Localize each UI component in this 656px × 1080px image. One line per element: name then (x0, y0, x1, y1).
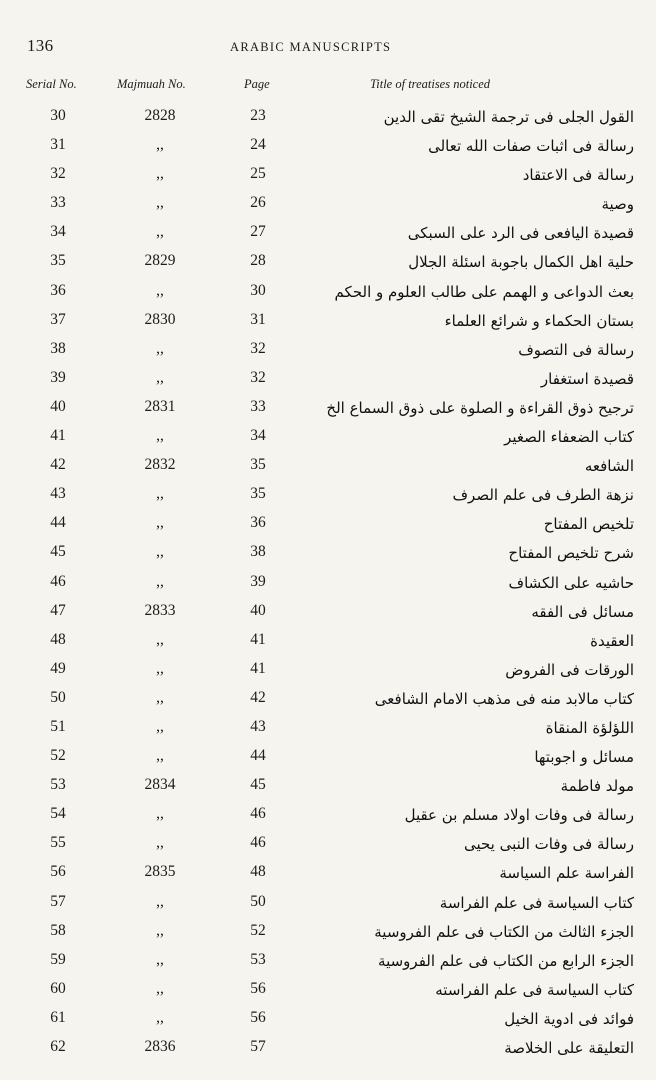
cell-majmuah: 2829 (144, 252, 176, 270)
table-row (0, 540, 656, 569)
cell-majmuah: ,, (156, 659, 164, 677)
cell-page: 35 (250, 485, 266, 503)
cell-title: رسالة فی اثبات صفات الله تعالی (428, 137, 634, 156)
cell-serial: 43 (50, 485, 66, 503)
table-row (0, 308, 656, 337)
cell-title: حاشیه علی الکشاف (508, 573, 634, 592)
cell-title: فوائد فی ادویة الخیل (504, 1009, 634, 1028)
cell-title: رسالة فی وفات النبی یحیی (463, 835, 634, 854)
cell-page: 32 (250, 339, 266, 357)
table-row (0, 715, 656, 744)
table-row (0, 191, 656, 220)
cell-title: بعث الدواعی و الهمم علی طالب العلوم و الحکم (334, 282, 634, 301)
cell-majmuah: ,, (156, 136, 164, 154)
cell-serial: 42 (50, 456, 66, 474)
cell-serial: 33 (50, 194, 66, 212)
cell-majmuah: 2833 (144, 601, 176, 619)
cell-title: مسائل و اجوبتها (534, 748, 634, 767)
cell-majmuah: ,, (156, 281, 164, 299)
cell-majmuah: ,, (156, 165, 164, 183)
cell-majmuah: 2834 (144, 776, 176, 794)
cell-page: 52 (250, 921, 266, 939)
cell-serial: 50 (50, 688, 66, 706)
cell-title: رسالة فی وفات اولاد مسلم بن عقیل (404, 806, 634, 825)
table-row (0, 279, 656, 308)
table-row (0, 1006, 656, 1035)
cell-title: اللؤلؤة المنقاة (545, 718, 634, 737)
column-headers (0, 77, 656, 97)
cell-majmuah: ,, (156, 979, 164, 997)
cell-serial: 58 (50, 921, 66, 939)
table-row (0, 570, 656, 599)
cell-serial: 48 (50, 630, 66, 648)
table-row (0, 686, 656, 715)
cell-page: 24 (250, 136, 266, 154)
cell-majmuah: ,, (156, 427, 164, 445)
cell-serial: 55 (50, 834, 66, 852)
cell-page: 44 (250, 747, 266, 765)
table-row (0, 1035, 656, 1064)
cell-serial: 41 (50, 427, 66, 445)
cell-title: شرح تلخیص المفتاح (508, 544, 634, 563)
cell-serial: 30 (50, 107, 66, 124)
table-row (0, 511, 656, 540)
cell-title: بستان الحکماء و شرائع العلماء (444, 311, 634, 330)
cell-page: 53 (250, 950, 266, 968)
table-row (0, 977, 656, 1006)
cell-serial: 61 (50, 1008, 66, 1026)
cell-page: 32 (250, 368, 266, 386)
cell-page: 45 (250, 776, 266, 794)
cell-title: تلخیص المفتاح (543, 515, 634, 534)
cell-page: 56 (250, 1008, 266, 1026)
column-header-title: Title of treatises noticed (370, 77, 491, 91)
table-row (0, 395, 656, 424)
cell-title: التعلیقة علی الخلاصة (504, 1039, 634, 1057)
cell-majmuah: ,, (156, 805, 164, 823)
cell-page: 34 (250, 427, 266, 445)
cell-title: الورقات فی الفروض (505, 660, 634, 679)
table-row (0, 628, 656, 657)
column-header-serial: Serial No. (26, 77, 77, 91)
cell-title: کتاب السیاسة فی علم الفراسة (439, 893, 634, 912)
cell-title: مسائل فی الفقه (531, 602, 634, 621)
cell-page: 25 (250, 165, 266, 183)
cell-majmuah: ,, (156, 921, 164, 939)
cell-serial: 31 (50, 136, 66, 154)
cell-page: 46 (250, 805, 266, 823)
cell-serial: 60 (50, 979, 66, 997)
cell-majmuah: ,, (156, 950, 164, 968)
cell-serial: 51 (50, 717, 66, 735)
table-row (0, 104, 656, 133)
cell-majmuah: ,, (156, 630, 164, 648)
table-row (0, 802, 656, 831)
cell-page: 31 (250, 310, 266, 328)
table-row (0, 744, 656, 773)
cell-majmuah: ,, (156, 834, 164, 852)
table-row (0, 831, 656, 860)
manuscript-table (0, 104, 656, 1064)
table-row (0, 249, 656, 278)
cell-page: 57 (250, 1038, 266, 1055)
cell-majmuah: ,, (156, 223, 164, 241)
cell-majmuah: ,, (156, 514, 164, 532)
cell-page: 43 (250, 717, 266, 735)
table-row (0, 860, 656, 889)
cell-title: رسالة فی الاعتقاد (522, 166, 634, 185)
cell-serial: 46 (50, 572, 66, 590)
cell-page: 33 (250, 397, 266, 415)
cell-serial: 37 (50, 310, 66, 328)
cell-serial: 52 (50, 747, 66, 765)
cell-serial: 56 (50, 863, 66, 881)
cell-majmuah: 2828 (144, 107, 176, 124)
table-row (0, 337, 656, 366)
cell-serial: 49 (50, 659, 66, 677)
cell-page: 26 (250, 194, 266, 212)
cell-serial: 44 (50, 514, 66, 532)
cell-page: 35 (250, 456, 266, 474)
cell-page: 27 (250, 223, 266, 241)
cell-title: الجزء الثالث من الکتاب فی علم الفروسیة (374, 922, 634, 941)
cell-page: 48 (250, 863, 266, 881)
table-row (0, 453, 656, 482)
cell-page: 56 (250, 979, 266, 997)
cell-majmuah: ,, (156, 688, 164, 706)
table-row (0, 919, 656, 948)
cell-majmuah: ,, (156, 543, 164, 561)
cell-majmuah: 2830 (144, 310, 176, 328)
cell-serial: 40 (50, 397, 66, 415)
cell-title: الجزء الرابع من الکتاب فی علم الفروسیة (378, 951, 634, 970)
cell-serial: 38 (50, 339, 66, 357)
cell-page: 50 (250, 892, 266, 910)
cell-majmuah: ,, (156, 194, 164, 212)
cell-title: القول الجلی فی ترجمة الشیخ تقی الدین (383, 108, 634, 126)
column-header-majmuah: Majmuah No. (117, 77, 186, 91)
cell-title: رسالة فی التصوف (518, 340, 634, 359)
running-title: ARABIC MANUSCRIPTS (230, 40, 392, 54)
table-row (0, 366, 656, 395)
cell-majmuah: 2836 (144, 1038, 176, 1055)
cell-page: 28 (250, 252, 266, 270)
cell-page: 46 (250, 834, 266, 852)
page-number: 136 (27, 36, 54, 55)
cell-majmuah: ,, (156, 1008, 164, 1026)
cell-majmuah: ,, (156, 717, 164, 735)
cell-page: 30 (250, 281, 266, 299)
cell-majmuah: ,, (156, 339, 164, 357)
cell-page: 39 (250, 572, 266, 590)
cell-serial: 45 (50, 543, 66, 561)
cell-page: 36 (250, 514, 266, 532)
cell-majmuah: 2835 (144, 863, 176, 881)
column-header-page: Page (244, 77, 270, 91)
table-row (0, 424, 656, 453)
cell-page: 23 (250, 107, 266, 124)
cell-title: الفراسة علم السیاسة (499, 864, 634, 883)
cell-title: کتاب السیاسة فی علم الفراسته (435, 980, 634, 999)
cell-majmuah: 2831 (144, 397, 176, 415)
table-row (0, 773, 656, 802)
cell-serial: 54 (50, 805, 66, 823)
cell-majmuah: ,, (156, 485, 164, 503)
cell-title: وصیة (601, 195, 634, 214)
cell-title: کتاب الضعفاء الصغیر (504, 428, 634, 447)
table-row (0, 657, 656, 686)
cell-serial: 39 (50, 368, 66, 386)
cell-title: ترجیح ذوق القراءة و الصلوة علی ذوق السماع الخ (326, 398, 634, 417)
cell-serial: 53 (50, 776, 66, 794)
cell-majmuah: 2832 (144, 456, 176, 474)
cell-title: العقیدة (590, 631, 634, 650)
cell-majmuah: ,, (156, 892, 164, 910)
cell-serial: 34 (50, 223, 66, 241)
cell-majmuah: ,, (156, 368, 164, 386)
cell-serial: 47 (50, 601, 66, 619)
cell-serial: 32 (50, 165, 66, 183)
table-row (0, 220, 656, 249)
cell-page: 42 (250, 688, 266, 706)
cell-page: 41 (250, 659, 266, 677)
cell-title: الشافعه (584, 457, 634, 476)
cell-serial: 59 (50, 950, 66, 968)
cell-serial: 35 (50, 252, 66, 270)
page-header (0, 34, 656, 62)
cell-serial: 36 (50, 281, 66, 299)
cell-title: نزهة الطرف فی علم الصرف (452, 486, 634, 505)
cell-page: 40 (250, 601, 266, 619)
cell-serial: 57 (50, 892, 66, 910)
cell-page: 41 (250, 630, 266, 648)
table-row (0, 133, 656, 162)
table-row (0, 948, 656, 977)
cell-majmuah: ,, (156, 572, 164, 590)
table-row (0, 482, 656, 511)
cell-title: قصیدة استغفار (540, 369, 634, 388)
cell-serial: 62 (50, 1038, 66, 1055)
cell-title: کتاب مالابد منه فی مذهب الامام الشافعی (374, 689, 634, 708)
table-row (0, 890, 656, 919)
cell-page: 38 (250, 543, 266, 561)
cell-majmuah: ,, (156, 747, 164, 765)
table-row (0, 162, 656, 191)
table-row (0, 599, 656, 628)
cell-title: قصیدة الیافعی فی الرد علی السبکی (407, 224, 634, 243)
cell-title: مولد فاطمة (560, 777, 634, 796)
cell-title: حلیة اهل الکمال باجوبة اسئلة الجلال (408, 253, 634, 272)
